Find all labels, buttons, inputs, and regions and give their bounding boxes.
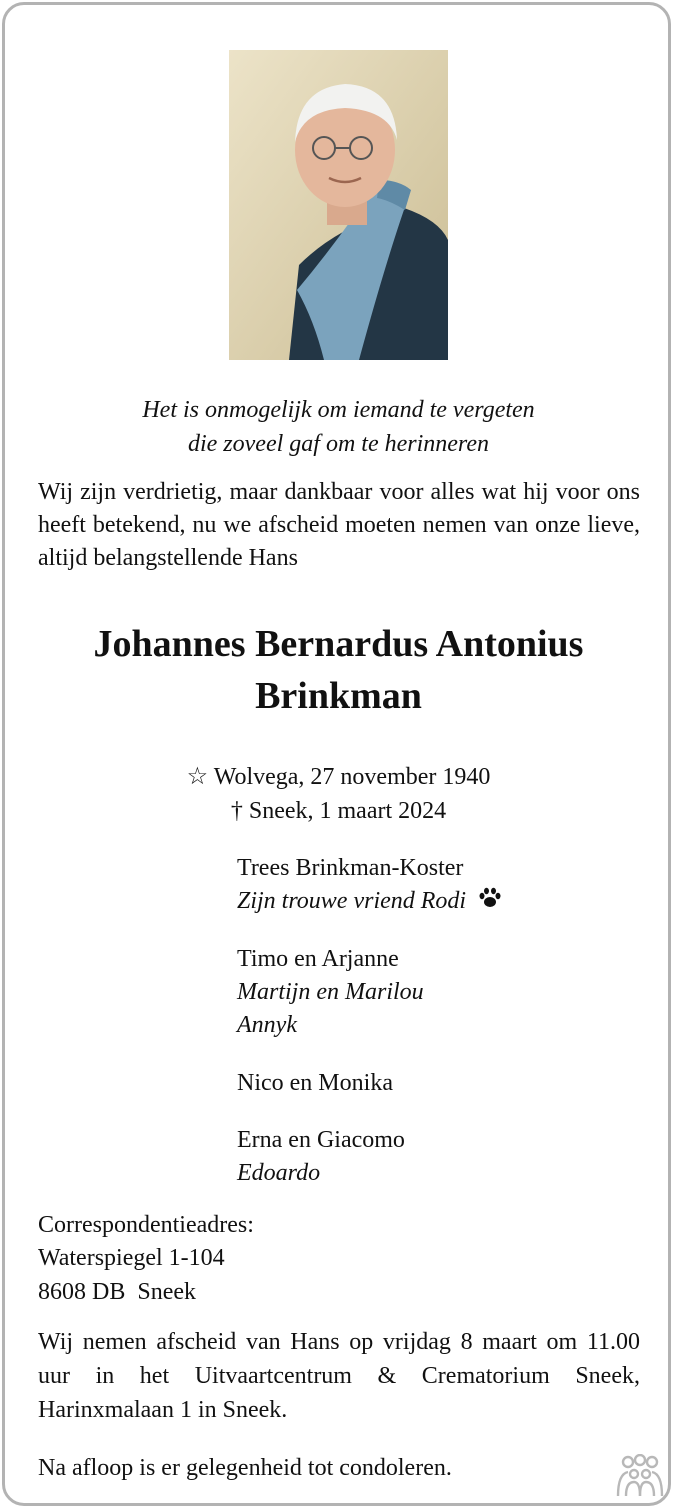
family-sub: Martijn en Marilou [237,979,424,1005]
quote-line: Het is onmogelijk om iemand te vergeten [142,397,535,423]
paw-icon [478,886,502,919]
family-sub: Annyk [237,1012,297,1038]
address-label: Correspondentieadres: [38,1212,254,1238]
deceased-name: Johannes Bernardus Antonius [93,623,584,665]
family-member: Trees Brinkman-Koster [237,855,464,881]
portrait-photo [229,50,448,360]
death-line: † Sneek, 1 maart 2024 [230,798,447,824]
family-sub [237,885,502,919]
address-street: Waterspiegel 1-104 [38,1245,225,1271]
family-member: Timo en Arjanne [237,946,399,972]
birth-line: ☆ Wolvega, 27 november 1940 [186,764,491,790]
quote-line: die zoveel gaf om te herinneren [187,431,490,457]
intro-text: Wij zijn verdrietig, maar dankbaar voor alles wat hij voor ons heeft betekend, nu we afscheid moeten nemen van onze lieve, altijd belangstellende Hans [38,479,640,571]
family-sub-text: Zijn trouwe vriend Rodi [237,888,467,914]
family-member: Erna en Giacomo [237,1127,405,1153]
address-city: 8608 DB Sneek [38,1279,196,1305]
ceremony-text: Wij nemen afscheid van Hans op vrijdag 8 maart om 11.00 uur in het Uitvaartcentrum & Crematorium Sneek, Harinxmalaan 1 in Sneek. [38,1329,640,1423]
family-member: Nico en Monika [237,1070,393,1096]
deceased-surname: Brinkman [255,675,422,717]
closing-text: Na afloop is er gelegenheid tot condoleren. [38,1455,452,1481]
family-sub: Edoardo [237,1160,321,1186]
people-logo-icon [614,1454,666,1503]
